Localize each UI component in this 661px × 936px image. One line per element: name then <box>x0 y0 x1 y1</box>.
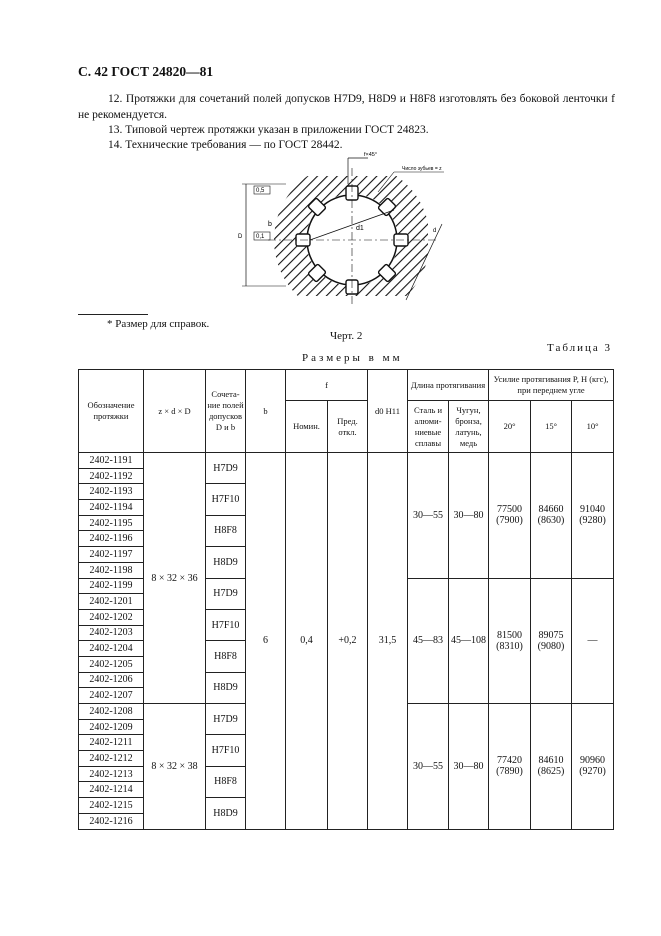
force-20-value: 77500 <box>497 504 523 516</box>
label-D: D <box>238 234 243 240</box>
fit-cell: H7D9 <box>206 578 246 609</box>
label-teeth-count: Число зубьев = z <box>402 166 442 172</box>
label-d1: d1 <box>356 225 364 232</box>
footnote-separator <box>78 314 148 315</box>
label-tolerance-2: 0,1 <box>256 234 265 240</box>
length-iron-cell: 45—108 <box>449 578 489 704</box>
designation-cell: 2402-1215 <box>79 798 144 814</box>
length-steel-cell: 30—55 <box>408 704 449 830</box>
header-force: Усилие протягивания P, Н (кгс), при переднем угле <box>489 370 614 401</box>
force-15-cell <box>531 704 572 830</box>
force-10-value: 91040 <box>580 504 606 516</box>
force-15-kgf: (8625) <box>537 766 565 778</box>
designation-cell: 2402-1195 <box>79 515 144 531</box>
fit-cell: H7F10 <box>206 735 246 766</box>
paragraph-13: 13. Типовой чертеж протяжки указан в приложении ГОСТ 24823. <box>108 124 429 136</box>
paragraph-14: 14. Технические требования — по ГОСТ 28442. <box>108 139 343 151</box>
designation-cell: 2402-1191 <box>79 453 144 469</box>
designation-cell: 2402-1202 <box>79 609 144 625</box>
force-20-kgf: (8310) <box>496 640 523 652</box>
force-20-kgf: (7900) <box>496 515 523 527</box>
force-10-cell <box>572 453 614 579</box>
fit-cell: H8F8 <box>206 515 246 546</box>
header-len-steel: Сталь и алюми- ниевые сплавы <box>408 401 449 453</box>
designation-cell: 2402-1216 <box>79 813 144 829</box>
designation-cell: 2402-1197 <box>79 547 144 563</box>
designation-cell: 2402-1199 <box>79 578 144 594</box>
fit-cell: H8F8 <box>206 766 246 797</box>
force-10-kgf: (9280) <box>579 515 606 527</box>
header-d0: d0 H11 <box>368 370 408 453</box>
drawing-caption: Черт. 2 <box>330 330 363 342</box>
header-designation: Обозначение протяжки <box>79 370 144 453</box>
force-15-kgf: (9080) <box>537 640 565 652</box>
designation-cell: 2402-1208 <box>79 704 144 720</box>
designation-cell: 2402-1198 <box>79 562 144 578</box>
force-20-kgf: (7890) <box>496 766 523 778</box>
fit-cell: H7F10 <box>206 484 246 515</box>
broach-dimensions-table <box>78 369 614 830</box>
fit-cell: H8D9 <box>206 798 246 829</box>
force-15-cell <box>531 578 572 704</box>
designation-cell: 2402-1209 <box>79 719 144 735</box>
header-angle-15: 15° <box>531 401 572 453</box>
designation-cell: 2402-1213 <box>79 766 144 782</box>
table-body <box>79 453 614 830</box>
force-20-cell <box>489 704 531 830</box>
header-angle-20: 20° <box>489 401 531 453</box>
designation-cell: 2402-1194 <box>79 500 144 516</box>
force-10-kgf: (9270) <box>579 766 606 778</box>
fit-cell: H8D9 <box>206 672 246 703</box>
designation-cell: 2402-1203 <box>79 625 144 641</box>
designation-cell: 2402-1207 <box>79 688 144 704</box>
force-20-value: 77420 <box>497 755 523 767</box>
header-f-nom: Номин. <box>286 401 328 453</box>
label-chamfer: f×45° <box>364 152 378 158</box>
label-d: d <box>433 228 437 234</box>
designation-cell: 2402-1212 <box>79 751 144 767</box>
label-b: b <box>268 221 272 228</box>
header-fits: Сочета- ние полей допусков D и b <box>206 370 246 453</box>
b-cell: 6 <box>246 453 286 830</box>
header-zdD: z × d × D <box>144 370 206 453</box>
d0-cell: 31,5 <box>368 453 408 830</box>
length-iron-cell: 30—80 <box>449 704 489 830</box>
designation-cell: 2402-1206 <box>79 672 144 688</box>
force-20-cell <box>489 453 531 579</box>
designation-cell: 2402-1204 <box>79 641 144 657</box>
designation-cell: 2402-1211 <box>79 735 144 751</box>
force-15-cell <box>531 453 572 579</box>
designation-cell: 2402-1196 <box>79 531 144 547</box>
force-10-cell <box>572 578 614 704</box>
force-20-value: 81500 <box>497 629 523 641</box>
designation-cell: 2402-1205 <box>79 656 144 672</box>
header-f: f <box>286 370 368 401</box>
force-15-value: 89075 <box>538 629 564 641</box>
force-15-kgf: (8630) <box>537 515 565 527</box>
table-title: Таблица 3 <box>547 342 613 354</box>
header-angle-10: 10° <box>572 401 614 453</box>
label-tolerance-1: 0,5 <box>256 188 265 194</box>
fit-cell: H8D9 <box>206 547 246 578</box>
header-len-iron: Чугун, бронза, латунь, медь <box>449 401 489 453</box>
force-10-value: — <box>587 635 598 647</box>
zdD-cell: 8 × 32 × 38 <box>144 704 206 830</box>
fit-cell: H7D9 <box>206 704 246 735</box>
zdD-cell: 8 × 32 × 36 <box>144 453 206 704</box>
paragraph-12: 12. Протяжки для сочетаний полей допусков H7D9, H8D9 и H8F8 изготовлять без боковой ленточки f не рекомендуется. <box>78 93 615 121</box>
force-20-cell <box>489 578 531 704</box>
force-10-cell <box>572 704 614 830</box>
designation-cell: 2402-1214 <box>79 782 144 798</box>
designation-cell: 2402-1201 <box>79 594 144 610</box>
page-header: С. 42 ГОСТ 24820—81 <box>78 64 214 79</box>
length-steel-cell: 45—83 <box>408 578 449 704</box>
force-15-value: 84610 <box>538 755 564 767</box>
fit-cell: H8F8 <box>206 641 246 672</box>
broach-cross-section-drawing <box>228 146 458 310</box>
header-f-dev: Пред. откл. <box>328 401 368 453</box>
header-b: b <box>246 370 286 453</box>
table-subtitle: Размеры в мм <box>302 352 403 364</box>
footnote: * Размер для справок. <box>107 318 210 330</box>
force-15-value: 84660 <box>538 504 564 516</box>
length-iron-cell: 30—80 <box>449 453 489 579</box>
table-row <box>79 453 614 469</box>
designation-cell: 2402-1193 <box>79 484 144 500</box>
header-length: Длина протягивания <box>408 370 489 401</box>
fit-cell: H7D9 <box>206 453 246 484</box>
f-nom-cell: 0,4 <box>286 453 328 830</box>
f-dev-cell: +0,2 <box>328 453 368 830</box>
force-10-value: 90960 <box>580 755 606 767</box>
designation-cell: 2402-1192 <box>79 468 144 484</box>
length-steel-cell: 30—55 <box>408 453 449 579</box>
fit-cell: H7F10 <box>206 609 246 640</box>
